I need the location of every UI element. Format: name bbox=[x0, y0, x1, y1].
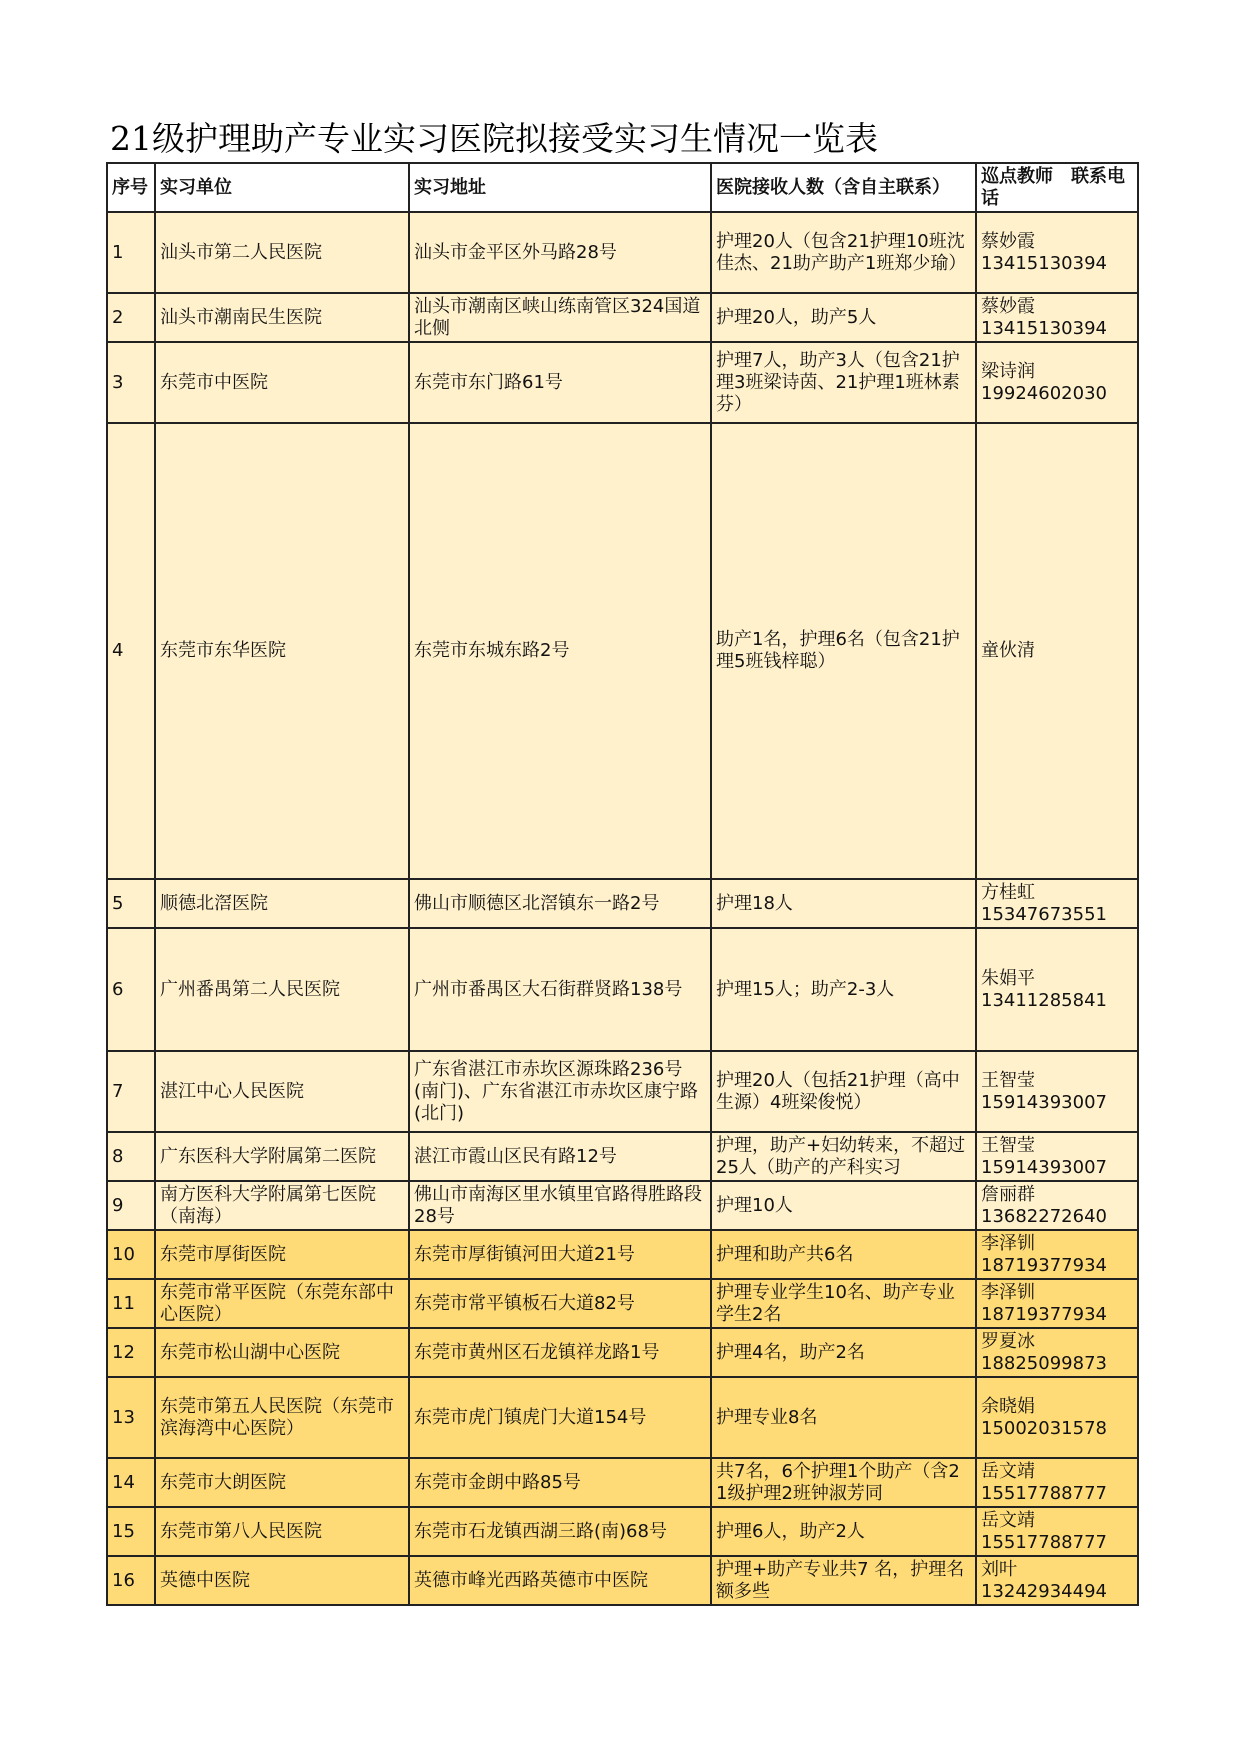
header-address: 实习地址 bbox=[409, 163, 711, 212]
header-quota: 医院接收人数（含自主联系） bbox=[711, 163, 976, 212]
cell-unit: 东莞市大朗医院 bbox=[155, 1458, 409, 1507]
cell-no: 12 bbox=[107, 1328, 155, 1377]
table-row bbox=[107, 1556, 1138, 1605]
cell-address: 湛江市霞山区民有路12号 bbox=[409, 1132, 711, 1181]
teacher-name: 朱娟平 bbox=[981, 967, 1035, 989]
table-row bbox=[107, 293, 1138, 342]
cell-no: 5 bbox=[107, 879, 155, 928]
teacher-name: 蔡妙霞 bbox=[981, 295, 1035, 317]
teacher-name: 岳文靖 bbox=[981, 1509, 1035, 1531]
table-row bbox=[107, 342, 1138, 423]
cell-no: 1 bbox=[107, 212, 155, 293]
teacher-phone: 13242934494 bbox=[981, 1580, 1107, 1602]
cell-address: 东莞市金朗中路85号 bbox=[409, 1458, 711, 1507]
cell-unit: 东莞市第五人民医院（东莞市滨海湾中心医院） bbox=[155, 1377, 409, 1458]
teacher-name: 王智莹 bbox=[981, 1134, 1035, 1156]
cell-teacher bbox=[976, 1458, 1138, 1507]
table-row bbox=[107, 879, 1138, 928]
teacher-name: 罗夏冰 bbox=[981, 1330, 1035, 1352]
cell-no: 4 bbox=[107, 423, 155, 879]
header-teacher: 巡点教师 联系电话 bbox=[976, 163, 1138, 212]
cell-no: 7 bbox=[107, 1051, 155, 1132]
teacher-name: 詹丽群 bbox=[981, 1183, 1035, 1205]
cell-no: 6 bbox=[107, 928, 155, 1051]
teacher-name: 童伙清 bbox=[981, 640, 1035, 661]
cell-address: 东莞市虎门镇虎门大道154号 bbox=[409, 1377, 711, 1458]
cell-unit: 东莞市东华医院 bbox=[155, 423, 409, 879]
internship-table bbox=[106, 162, 1139, 1606]
table-row bbox=[107, 1507, 1138, 1556]
header-row bbox=[107, 163, 1138, 212]
teacher-name: 李泽钏 bbox=[981, 1232, 1035, 1254]
cell-address: 佛山市南海区里水镇里官路得胜路段28号 bbox=[409, 1181, 711, 1230]
teacher-name: 梁诗润 bbox=[981, 360, 1035, 382]
cell-teacher bbox=[976, 1230, 1138, 1279]
cell-unit: 东莞市松山湖中心医院 bbox=[155, 1328, 409, 1377]
cell-quota: 护理6人，助产2人 bbox=[711, 1507, 976, 1556]
cell-teacher bbox=[976, 1051, 1138, 1132]
cell-teacher bbox=[976, 928, 1138, 1051]
teacher-phone: 18825099873 bbox=[981, 1352, 1107, 1374]
cell-unit: 东莞市中医院 bbox=[155, 342, 409, 423]
cell-teacher bbox=[976, 1556, 1138, 1605]
cell-unit: 顺德北滘医院 bbox=[155, 879, 409, 928]
cell-no: 9 bbox=[107, 1181, 155, 1230]
cell-quota: 护理专业8名 bbox=[711, 1377, 976, 1458]
teacher-phone: 13415130394 bbox=[981, 317, 1107, 339]
cell-teacher bbox=[976, 1279, 1138, 1328]
teacher-phone: 13415130394 bbox=[981, 252, 1107, 274]
cell-unit: 广东医科大学附属第二医院 bbox=[155, 1132, 409, 1181]
cell-address: 广东省湛江市赤坎区源珠路236号(南门)、广东省湛江市赤坎区康宁路(北门) bbox=[409, 1051, 711, 1132]
table-row bbox=[107, 423, 1138, 879]
cell-quota: 护理15人；助产2-3人 bbox=[711, 928, 976, 1051]
page-title: 21级护理助产专业实习医院拟接受实习生情况一览表 bbox=[110, 119, 878, 158]
cell-unit: 东莞市常平医院（东莞东部中心医院） bbox=[155, 1279, 409, 1328]
header-no: 序号 bbox=[107, 163, 155, 212]
teacher-name: 余晓娟 bbox=[981, 1395, 1035, 1417]
cell-no: 2 bbox=[107, 293, 155, 342]
cell-unit: 广州番禺第二人民医院 bbox=[155, 928, 409, 1051]
cell-quota: 护理20人（包括21护理（高中生源）4班梁俊悦） bbox=[711, 1051, 976, 1132]
cell-unit: 南方医科大学附属第七医院（南海） bbox=[155, 1181, 409, 1230]
cell-unit: 英德中医院 bbox=[155, 1556, 409, 1605]
table-row bbox=[107, 1458, 1138, 1507]
cell-no: 3 bbox=[107, 342, 155, 423]
table-row bbox=[107, 1230, 1138, 1279]
cell-quota: 共7名，6个护理1个助产（含21级护理2班钟淑芳同 bbox=[711, 1458, 976, 1507]
table-row bbox=[107, 1181, 1138, 1230]
table-row bbox=[107, 1051, 1138, 1132]
cell-quota: 护理10人 bbox=[711, 1181, 976, 1230]
cell-address: 汕头市潮南区峡山练南管区324国道北侧 bbox=[409, 293, 711, 342]
cell-quota: 护理20人（包含21护理10班沈佳杰、21助产助产1班郑少瑜） bbox=[711, 212, 976, 293]
cell-teacher bbox=[976, 212, 1138, 293]
header-unit: 实习单位 bbox=[155, 163, 409, 212]
cell-teacher bbox=[976, 293, 1138, 342]
table-row bbox=[107, 928, 1138, 1051]
cell-teacher bbox=[976, 1328, 1138, 1377]
teacher-name: 王智莹 bbox=[981, 1069, 1035, 1091]
teacher-phone: 15517788777 bbox=[981, 1482, 1107, 1504]
cell-no: 10 bbox=[107, 1230, 155, 1279]
cell-no: 8 bbox=[107, 1132, 155, 1181]
table-row bbox=[107, 1328, 1138, 1377]
cell-unit: 汕头市第二人民医院 bbox=[155, 212, 409, 293]
cell-quota: 护理和助产共6名 bbox=[711, 1230, 976, 1279]
cell-quota: 护理专业学生10名、助产专业学生2名 bbox=[711, 1279, 976, 1328]
table-row bbox=[107, 1279, 1138, 1328]
cell-unit: 东莞市第八人民医院 bbox=[155, 1507, 409, 1556]
cell-unit: 东莞市厚街医院 bbox=[155, 1230, 409, 1279]
cell-no: 15 bbox=[107, 1507, 155, 1556]
cell-teacher bbox=[976, 879, 1138, 928]
teacher-phone: 15517788777 bbox=[981, 1531, 1107, 1553]
cell-address: 东莞市东门路61号 bbox=[409, 342, 711, 423]
cell-address: 英德市峰光西路英德市中医院 bbox=[409, 1556, 711, 1605]
teacher-phone: 13411285841 bbox=[981, 989, 1107, 1011]
cell-no: 14 bbox=[107, 1458, 155, 1507]
table-row bbox=[107, 1132, 1138, 1181]
cell-quota: 护理+助产专业共7 名，护理名额多些 bbox=[711, 1556, 976, 1605]
cell-quota: 护理，助产+妇幼转来，不超过25人（助产的产科实习 bbox=[711, 1132, 976, 1181]
cell-teacher bbox=[976, 1181, 1138, 1230]
table-row bbox=[107, 212, 1138, 293]
cell-address: 佛山市顺德区北滘镇东一路2号 bbox=[409, 879, 711, 928]
teacher-phone: 19924602030 bbox=[981, 382, 1107, 404]
cell-no: 11 bbox=[107, 1279, 155, 1328]
cell-address: 东莞市东城东路2号 bbox=[409, 423, 711, 879]
cell-teacher bbox=[976, 1377, 1138, 1458]
cell-address: 汕头市金平区外马路28号 bbox=[409, 212, 711, 293]
cell-teacher bbox=[976, 342, 1138, 423]
cell-teacher bbox=[976, 423, 1138, 879]
teacher-name: 岳文靖 bbox=[981, 1460, 1035, 1482]
cell-address: 东莞市黄州区石龙镇祥龙路1号 bbox=[409, 1328, 711, 1377]
cell-quota: 护理18人 bbox=[711, 879, 976, 928]
teacher-phone: 18719377934 bbox=[981, 1303, 1107, 1325]
cell-address: 东莞市厚街镇河田大道21号 bbox=[409, 1230, 711, 1279]
teacher-phone: 15914393007 bbox=[981, 1156, 1107, 1178]
cell-address: 东莞市常平镇板石大道82号 bbox=[409, 1279, 711, 1328]
teacher-name: 方桂虹 bbox=[981, 881, 1035, 903]
cell-no: 16 bbox=[107, 1556, 155, 1605]
table-row bbox=[107, 1377, 1138, 1458]
cell-quota: 助产1名，护理6名（包含21护理5班钱梓聪） bbox=[711, 423, 976, 879]
teacher-phone: 15347673551 bbox=[981, 903, 1107, 925]
teacher-phone: 13682272640 bbox=[981, 1205, 1107, 1227]
cell-address: 东莞市石龙镇西湖三路(南)68号 bbox=[409, 1507, 711, 1556]
cell-quota: 护理4名，助产2名 bbox=[711, 1328, 976, 1377]
teacher-name: 李泽钏 bbox=[981, 1281, 1035, 1303]
teacher-phone: 15002031578 bbox=[981, 1417, 1107, 1439]
teacher-name: 蔡妙霞 bbox=[981, 230, 1035, 252]
cell-unit: 汕头市潮南民生医院 bbox=[155, 293, 409, 342]
cell-address: 广州市番禺区大石街群贤路138号 bbox=[409, 928, 711, 1051]
cell-unit: 湛江中心人民医院 bbox=[155, 1051, 409, 1132]
cell-teacher bbox=[976, 1132, 1138, 1181]
cell-quota: 护理7人，助产3人（包含21护理3班梁诗茵、21护理1班林素芬） bbox=[711, 342, 976, 423]
cell-teacher bbox=[976, 1507, 1138, 1556]
cell-no: 13 bbox=[107, 1377, 155, 1458]
teacher-phone: 15914393007 bbox=[981, 1091, 1107, 1113]
teacher-name: 刘叶 bbox=[981, 1558, 1017, 1580]
cell-quota: 护理20人，助产5人 bbox=[711, 293, 976, 342]
teacher-phone: 18719377934 bbox=[981, 1254, 1107, 1276]
